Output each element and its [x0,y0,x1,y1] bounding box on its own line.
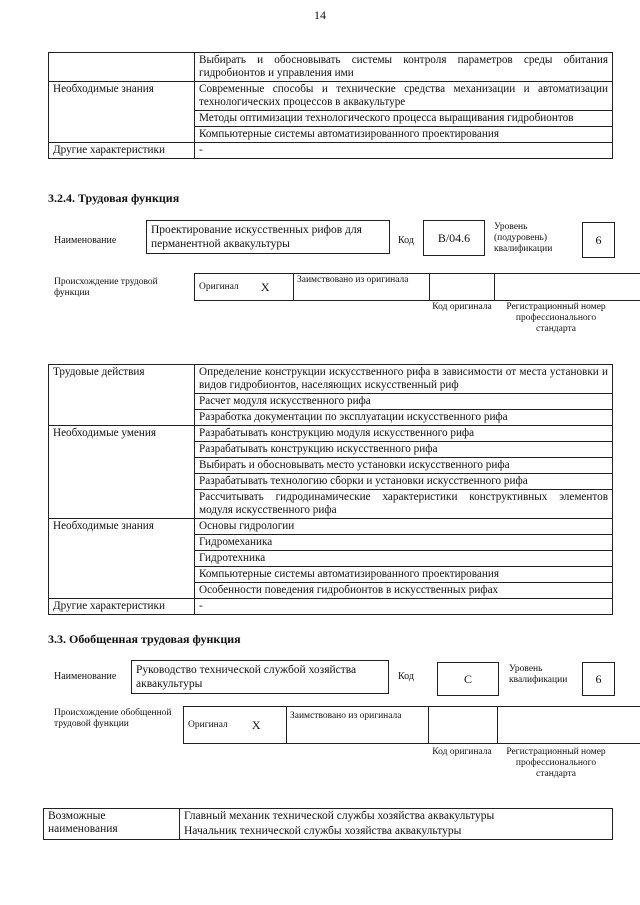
code-original-label: Код оригинала [432,747,492,757]
code-value-box: C [437,662,499,696]
page-number: 14 [314,8,326,22]
table-cell: - [195,599,613,615]
section-heading: 3.2.4. Трудовая функция [48,191,180,205]
table-row [49,82,613,111]
table-row [49,426,613,442]
table-row [49,519,613,535]
table-cell: Другие характеристики [49,143,195,159]
borrowed-label: Заимствовано из оригинала [286,706,429,744]
code-value-box: B/04.6 [423,220,485,256]
name-label: Наименование [54,235,117,246]
titles-table [43,808,613,840]
origin-row [194,273,640,301]
table-row [49,143,613,159]
code-original-cell [428,706,498,744]
table-cell: Выбирать и обосновывать место установки искусственного рифа [195,458,613,474]
original-mark: X [251,717,261,732]
code-label: Код [398,235,414,246]
table-cell: Основы гидрологии [195,519,613,535]
code-original-cell [429,273,495,301]
table-cell: Расчет модуля искусственного рифа [195,394,613,410]
table-cell: Необходимые знания [49,519,195,599]
code-original-label: Код оригинала [432,302,492,312]
table-cell: Выбирать и обосновывать системы контроля параметров среды обитания гидробионтов и управления ими [195,53,613,82]
reg-number-label: Регистрационный номер профессионального стандарта [506,302,606,334]
table-cell: Разработка документации по эксплуатации искусственного рифа [195,410,613,426]
table-cell: Трудовые действия [49,365,195,426]
table-row [49,599,613,615]
table-cell: Особенности поведения гидробионтов в искусственных рифах [195,583,613,599]
reg-number-label: Регистрационный номер профессионального стандарта [506,747,606,779]
reg-number-cell [497,706,640,744]
table-row [49,53,613,82]
section-heading: 3.3. Обобщенная трудовая функция [48,632,241,646]
table-cell: Определение конструкции искусственного рифа в зависимости от места установки и видов гидробионтов, населяющих искусственный риф [195,365,613,394]
original-label: Оригинал [188,719,228,730]
level-label: Уровень (подуровень) квалификации [494,222,553,254]
table-cell: - [195,143,613,159]
reg-number-cell [494,273,640,301]
table-cell: Возможные наименования [44,809,180,840]
original-label: Оригинал [199,281,239,292]
table-cell: Компьютерные системы автоматизированного проектирования [195,127,613,143]
origin-label: Происхождение обобщенной трудовой функции [54,708,172,729]
name-label: Наименование [54,671,117,682]
table-cell: Разрабатывать конструкцию искусственного рифа [195,442,613,458]
level-value-box: 6 [582,662,615,696]
table-cell: Гидромеханика [195,535,613,551]
table-row [49,365,613,394]
table-cell: Необходимые умения [49,426,195,519]
table-cell: Необходимые знания [49,82,195,143]
top-table [48,52,613,159]
table-cell: Современные способы и технические средства механизации и автоматизации технологических процессов в аквакультуре [195,82,613,111]
table-cell: Разрабатывать конструкцию модуля искусственного рифа [195,426,613,442]
table-cell: Рассчитывать гидродинамические характеристики конструктивных элементов модуля искусственного рифа [195,490,613,519]
table-cell: Начальник технической службы хозяйства аквакультуры [180,824,613,840]
origin-label: Происхождение трудовой функции [54,277,158,298]
table-cell: Главный механик технической службы хозяйства аквакультуры [180,809,613,825]
origin-row [183,706,640,744]
table-cell: Методы оптимизации технологического процесса выращивания гидробионтов [195,111,613,127]
table-row [44,809,613,825]
table-cell: Гидротехника [195,551,613,567]
table-cell: Компьютерные системы автоматизированного проектирования [195,567,613,583]
function-name-box: Руководство технической службой хозяйства аквакультуры [131,660,389,694]
borrowed-label: Заимствовано из оригинала [293,273,430,301]
original-mark: X [260,279,270,294]
level-value-box: 6 [582,222,615,258]
code-label: Код [398,671,414,682]
table-cell: Другие характеристики [49,599,195,615]
table-cell [49,53,195,82]
table-cell: Разрабатывать технологию сборки и установки искусственного рифа [195,474,613,490]
level-label: Уровень квалификации [509,664,568,685]
labor-table [48,364,613,615]
function-name-box: Проектирование искусственных рифов для перманентной аквакультуры [146,220,390,254]
